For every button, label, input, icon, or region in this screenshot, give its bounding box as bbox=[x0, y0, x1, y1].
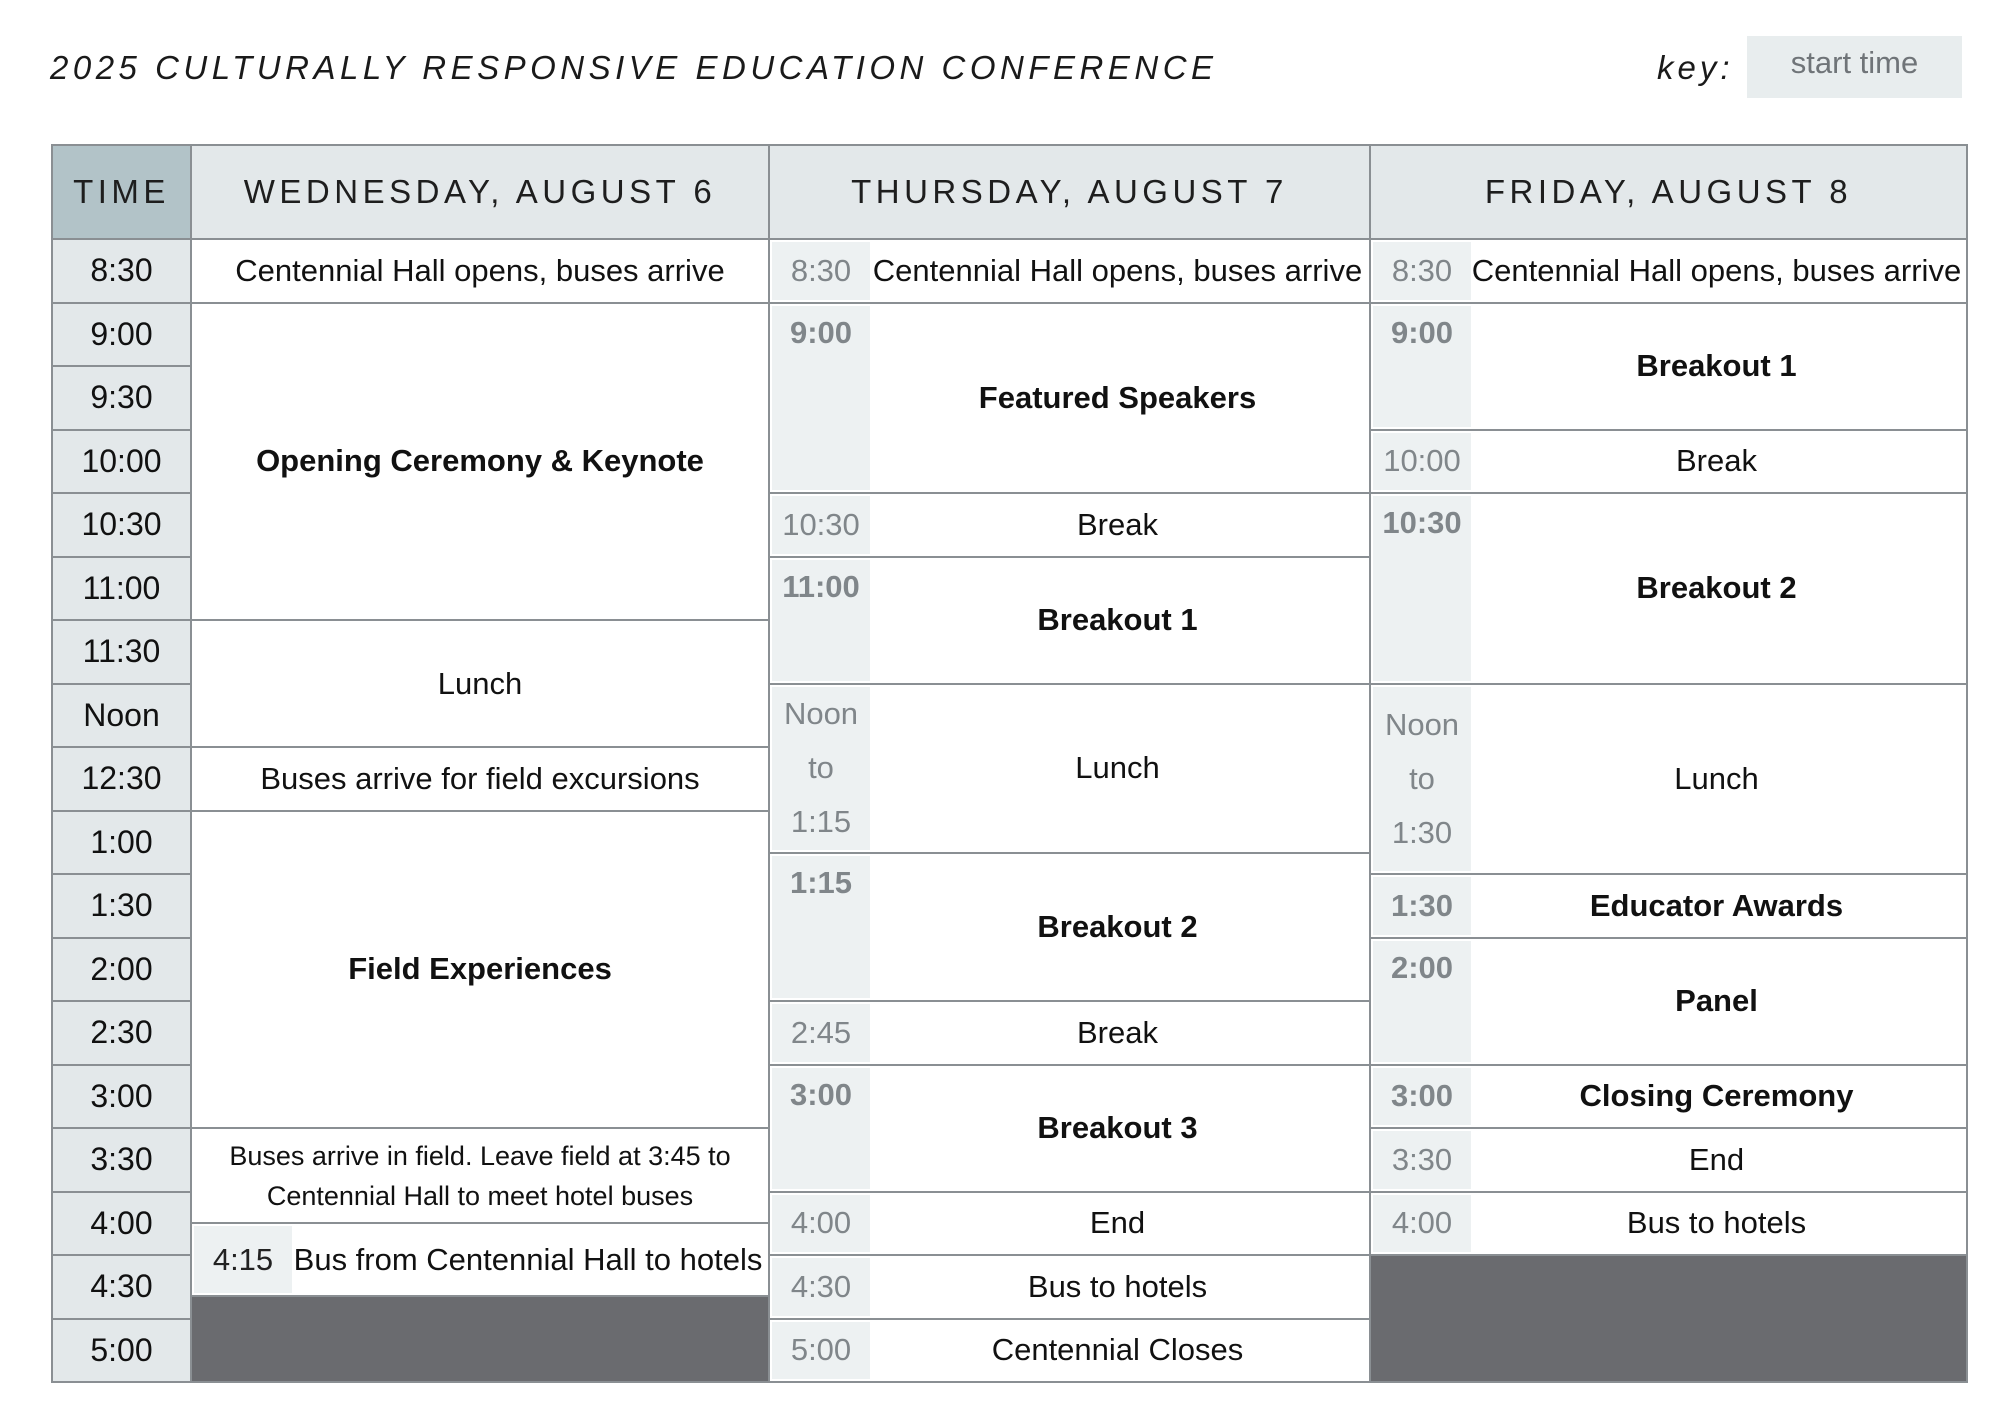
event-label: Featured Speakers bbox=[978, 379, 1257, 415]
event-start-time: 10:00 bbox=[1373, 433, 1471, 491]
event-label: Buses arrive in field. Leave field at 3:45 to Centennial Hall to meet hotel buses bbox=[229, 1140, 731, 1211]
event-start-time: 10:30 bbox=[1373, 496, 1471, 681]
schedule-event bbox=[768, 852, 1371, 1002]
time-slot: 9:30 bbox=[51, 365, 192, 431]
event-start-time bbox=[772, 687, 870, 851]
start-time-line: Noon bbox=[1384, 706, 1460, 742]
schedule-event bbox=[768, 238, 1371, 304]
event-start-time bbox=[1373, 687, 1471, 872]
time-slot: 4:30 bbox=[51, 1254, 192, 1320]
event-start-time: 5:00 bbox=[772, 1322, 870, 1380]
event-label: Centennial Closes bbox=[991, 1332, 1244, 1368]
schedule-event bbox=[1369, 1127, 1968, 1193]
event-label: Breakout 1 bbox=[1037, 602, 1198, 637]
start-time-line: 1:15 bbox=[790, 804, 852, 840]
event-label: Bus to hotels bbox=[1027, 1268, 1208, 1304]
event-start-time: 4:00 bbox=[772, 1195, 870, 1253]
day-header: THURSDAY, AUGUST 7 bbox=[768, 144, 1371, 240]
event-label: Centennial Hall opens, buses arrive bbox=[872, 252, 1363, 288]
event-start-time: 4:30 bbox=[772, 1258, 870, 1316]
time-slot: 11:30 bbox=[51, 619, 192, 685]
event-label: Breakout 2 bbox=[1636, 570, 1797, 606]
time-column-header: TIME bbox=[51, 144, 192, 240]
time-slot: Noon bbox=[51, 683, 192, 749]
start-time-line: 1:30 bbox=[1391, 814, 1453, 850]
event-label: Break bbox=[1077, 1014, 1158, 1050]
event-label: Opening Ceremony & Keynote bbox=[256, 443, 704, 479]
schedule-event bbox=[1369, 429, 1968, 495]
time-slot: 12:30 bbox=[51, 746, 192, 812]
unused-block bbox=[190, 1295, 770, 1383]
time-slot: 2:30 bbox=[51, 1000, 192, 1066]
schedule-event bbox=[1369, 238, 1968, 304]
time-slot: 10:00 bbox=[51, 429, 192, 495]
schedule-event bbox=[1369, 873, 1968, 939]
start-time-line: to bbox=[1409, 760, 1435, 796]
key-label: key: bbox=[1657, 49, 1734, 86]
schedule-event bbox=[768, 556, 1371, 685]
event-label: Closing Ceremony bbox=[1579, 1078, 1854, 1114]
schedule-event bbox=[1369, 683, 1968, 876]
schedule-event bbox=[1369, 937, 1968, 1066]
schedule-event bbox=[768, 1318, 1371, 1384]
event-start-time: 3:30 bbox=[1373, 1131, 1471, 1189]
event-start-time: 11:00 bbox=[772, 560, 870, 681]
time-slot: 1:30 bbox=[51, 873, 192, 939]
schedule-event bbox=[1369, 1191, 1968, 1257]
schedule-event bbox=[1369, 492, 1968, 685]
event-label: Buses arrive for field excursions bbox=[260, 760, 700, 796]
schedule-event bbox=[190, 1222, 770, 1297]
event-label: Lunch bbox=[1674, 760, 1759, 796]
time-slot: 3:00 bbox=[51, 1064, 192, 1130]
time-slot: 8:30 bbox=[51, 238, 192, 304]
event-start-time: 3:00 bbox=[772, 1068, 870, 1189]
time-slot: 1:00 bbox=[51, 810, 192, 876]
schedule-event bbox=[768, 683, 1371, 855]
page-title: 2025 CULTURALLY RESPONSIVE EDUCATION CONFERENCE bbox=[50, 49, 1218, 86]
event-label: End bbox=[1089, 1205, 1146, 1241]
start-time-line: to bbox=[808, 750, 834, 786]
day-header: FRIDAY, AUGUST 8 bbox=[1369, 144, 1968, 240]
event-start-time: 8:30 bbox=[772, 242, 870, 300]
schedule-event bbox=[190, 238, 770, 304]
event-label: Bus from Centennial Hall to hotels bbox=[293, 1241, 763, 1277]
event-start-time: 9:00 bbox=[772, 306, 870, 491]
time-slot: 10:30 bbox=[51, 492, 192, 558]
event-label: Bus to hotels bbox=[1626, 1205, 1807, 1241]
event-start-time: 4:00 bbox=[1373, 1195, 1471, 1253]
schedule-event bbox=[190, 746, 770, 812]
key-start-time-swatch: start time bbox=[1747, 36, 1962, 98]
schedule-event bbox=[1369, 1064, 1968, 1130]
event-start-time: 8:30 bbox=[1373, 242, 1471, 300]
time-slot: 4:00 bbox=[51, 1191, 192, 1257]
time-slot: 3:30 bbox=[51, 1127, 192, 1193]
schedule-event bbox=[768, 492, 1371, 558]
time-slot: 9:00 bbox=[51, 302, 192, 368]
event-start-time: 4:15 bbox=[194, 1226, 292, 1293]
event-label: End bbox=[1688, 1141, 1745, 1177]
event-label: Centennial Hall opens, buses arrive bbox=[1471, 252, 1962, 288]
event-label: Break bbox=[1676, 443, 1757, 479]
day-header: WEDNESDAY, AUGUST 6 bbox=[190, 144, 770, 240]
event-label: Breakout 3 bbox=[1037, 1110, 1198, 1145]
event-label: Educator Awards bbox=[1589, 887, 1844, 923]
event-label: Breakout 2 bbox=[1037, 909, 1198, 944]
event-label: Break bbox=[1077, 506, 1158, 542]
event-label: Lunch bbox=[437, 665, 523, 701]
schedule-event bbox=[1369, 302, 1968, 431]
event-label: Centennial Hall opens, buses arrive bbox=[235, 252, 725, 288]
schedule-event bbox=[768, 302, 1371, 495]
event-label: Panel bbox=[1675, 983, 1758, 1018]
event-start-time: 10:30 bbox=[772, 496, 870, 554]
event-label: Lunch bbox=[1075, 750, 1160, 786]
time-slot: 5:00 bbox=[51, 1318, 192, 1384]
schedule-event bbox=[768, 1000, 1371, 1066]
unused-block bbox=[1369, 1254, 1968, 1383]
event-start-time: 1:15 bbox=[772, 856, 870, 998]
event-start-time: 1:30 bbox=[1373, 877, 1471, 935]
event-start-time: 9:00 bbox=[1373, 306, 1471, 427]
event-start-time: 3:00 bbox=[1373, 1068, 1471, 1126]
schedule-event bbox=[190, 302, 770, 622]
time-slot: 2:00 bbox=[51, 937, 192, 1003]
start-time-line: Noon bbox=[783, 696, 859, 732]
time-slot: 11:00 bbox=[51, 556, 192, 622]
event-start-time: 2:45 bbox=[772, 1004, 870, 1062]
schedule-event bbox=[190, 619, 770, 748]
schedule-event bbox=[768, 1064, 1371, 1193]
event-start-time: 2:00 bbox=[1373, 941, 1471, 1062]
schedule-event bbox=[768, 1191, 1371, 1257]
event-label: Field Experiences bbox=[348, 951, 612, 987]
event-label: Breakout 1 bbox=[1636, 348, 1797, 383]
schedule-event bbox=[190, 810, 770, 1130]
schedule-event bbox=[768, 1254, 1371, 1320]
schedule-event bbox=[190, 1127, 770, 1224]
